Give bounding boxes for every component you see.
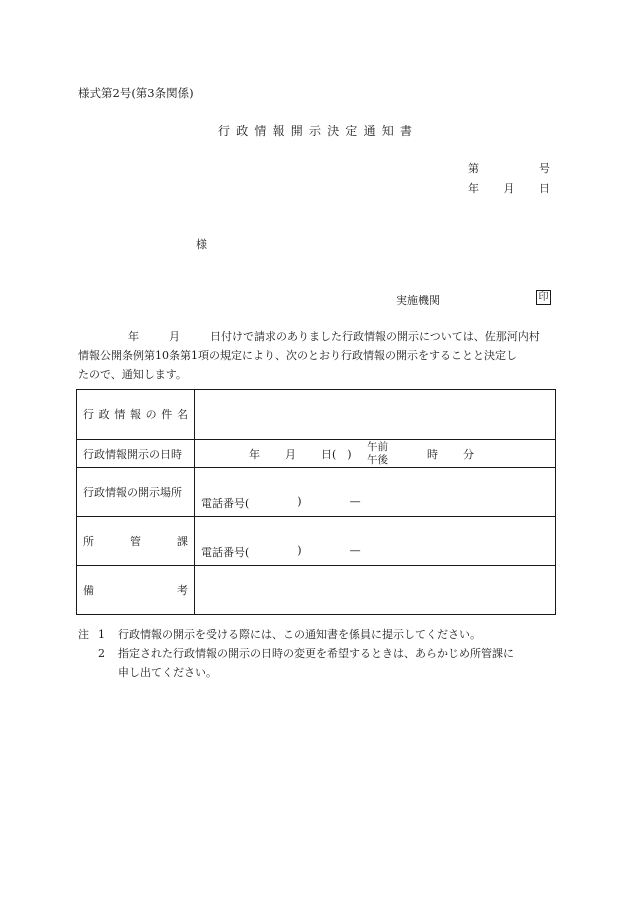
subject-label-char-4: 報 [129,408,141,421]
date-month: 月 [503,182,515,195]
note-2-continued [78,663,514,682]
row-document-subject [77,390,555,439]
section-phone [201,544,361,560]
location-label: 行政情報の開示場所 [83,486,182,499]
section-label-char-2: 管 [130,535,141,548]
body-line-1 [78,327,558,346]
note-1-number: 1 [98,628,105,641]
datetime-year: 年 [249,448,260,461]
section-label-char-3: 課 [177,535,188,548]
datetime-hour: 時 [427,448,438,461]
datetime-label: 行政情報開示の日時 [83,448,182,461]
subject-label-char-6: 件 [161,408,173,421]
notes [78,625,514,682]
body-year: 年 [128,330,139,343]
notes-prefix: 注 [78,628,89,641]
remarks-label [83,582,188,598]
disclosure-info-table [76,389,556,615]
row-remarks [77,565,555,614]
datetime-pm: 午後 [367,454,388,466]
note-2-text: 指定された行政情報の開示の日時の変更を希望するときは、あらかじめ所管課に [118,647,514,660]
document-title: 行政情報開示決定通知書 [218,124,419,138]
datetime-month: 月 [285,448,296,461]
form-number: 様式第2号(第3条関係) [78,86,194,100]
section-phone-label: 電話番号( [201,546,250,559]
location-phone [201,495,361,511]
body-line-3: たので、通知します。 [78,368,187,381]
document-number [468,160,550,176]
section-label-char-1: 所 [83,535,94,548]
datetime-am: 午前 [367,441,388,453]
subject-label-char-5: の [145,408,157,421]
remarks-label-char-1: 備 [83,584,94,597]
body-month: 月 [169,330,180,343]
subject-label-char-3: 情 [114,408,126,421]
location-phone-dash: — [349,495,361,508]
subject-label-char-2: 政 [98,408,110,421]
row-disclosure-location [77,467,555,516]
number-suffix: 号 [539,162,550,175]
body-line-2: 情報公開条例第10条第1項の規定により、次のとおり行政情報の開示をすることと決定し [78,349,517,362]
addressee-suffix: 様 [196,238,207,251]
section-phone-dash: — [349,544,361,557]
agency-label: 実施機関 [396,294,440,307]
number-prefix: 第 [468,162,479,175]
date-day: 日 [539,182,550,195]
document-date [468,180,550,196]
datetime-day: 日( ) [321,448,352,461]
remarks-label-char-2: 考 [177,584,188,597]
location-phone-label: 電話番号( [201,497,250,510]
subject-label-char-7: 名 [176,408,188,421]
section-phone-close: ) [297,544,302,557]
subject-label-char-1: 行 [83,408,94,421]
location-phone-close: ) [297,495,302,508]
note-2-number: 2 [98,647,105,660]
body-line1-text: 日付けで請求のありました行政情報の開示については、佐那河内村 [210,330,540,343]
section-label [83,533,188,549]
datetime-minute: 分 [463,448,474,461]
row-responsible-section [77,516,555,565]
date-year: 年 [468,182,479,195]
seal-mark: 印 [536,290,551,305]
note-1-text: 行政情報の開示を受ける際には、この通知書を係員に提示してください。 [118,628,481,641]
subject-label [83,406,188,422]
note-1 [78,625,514,644]
note-2-continuation: 申し出てください。 [118,666,217,679]
row-disclosure-datetime [77,439,555,467]
note-2 [78,644,514,663]
notice-body [78,327,558,384]
